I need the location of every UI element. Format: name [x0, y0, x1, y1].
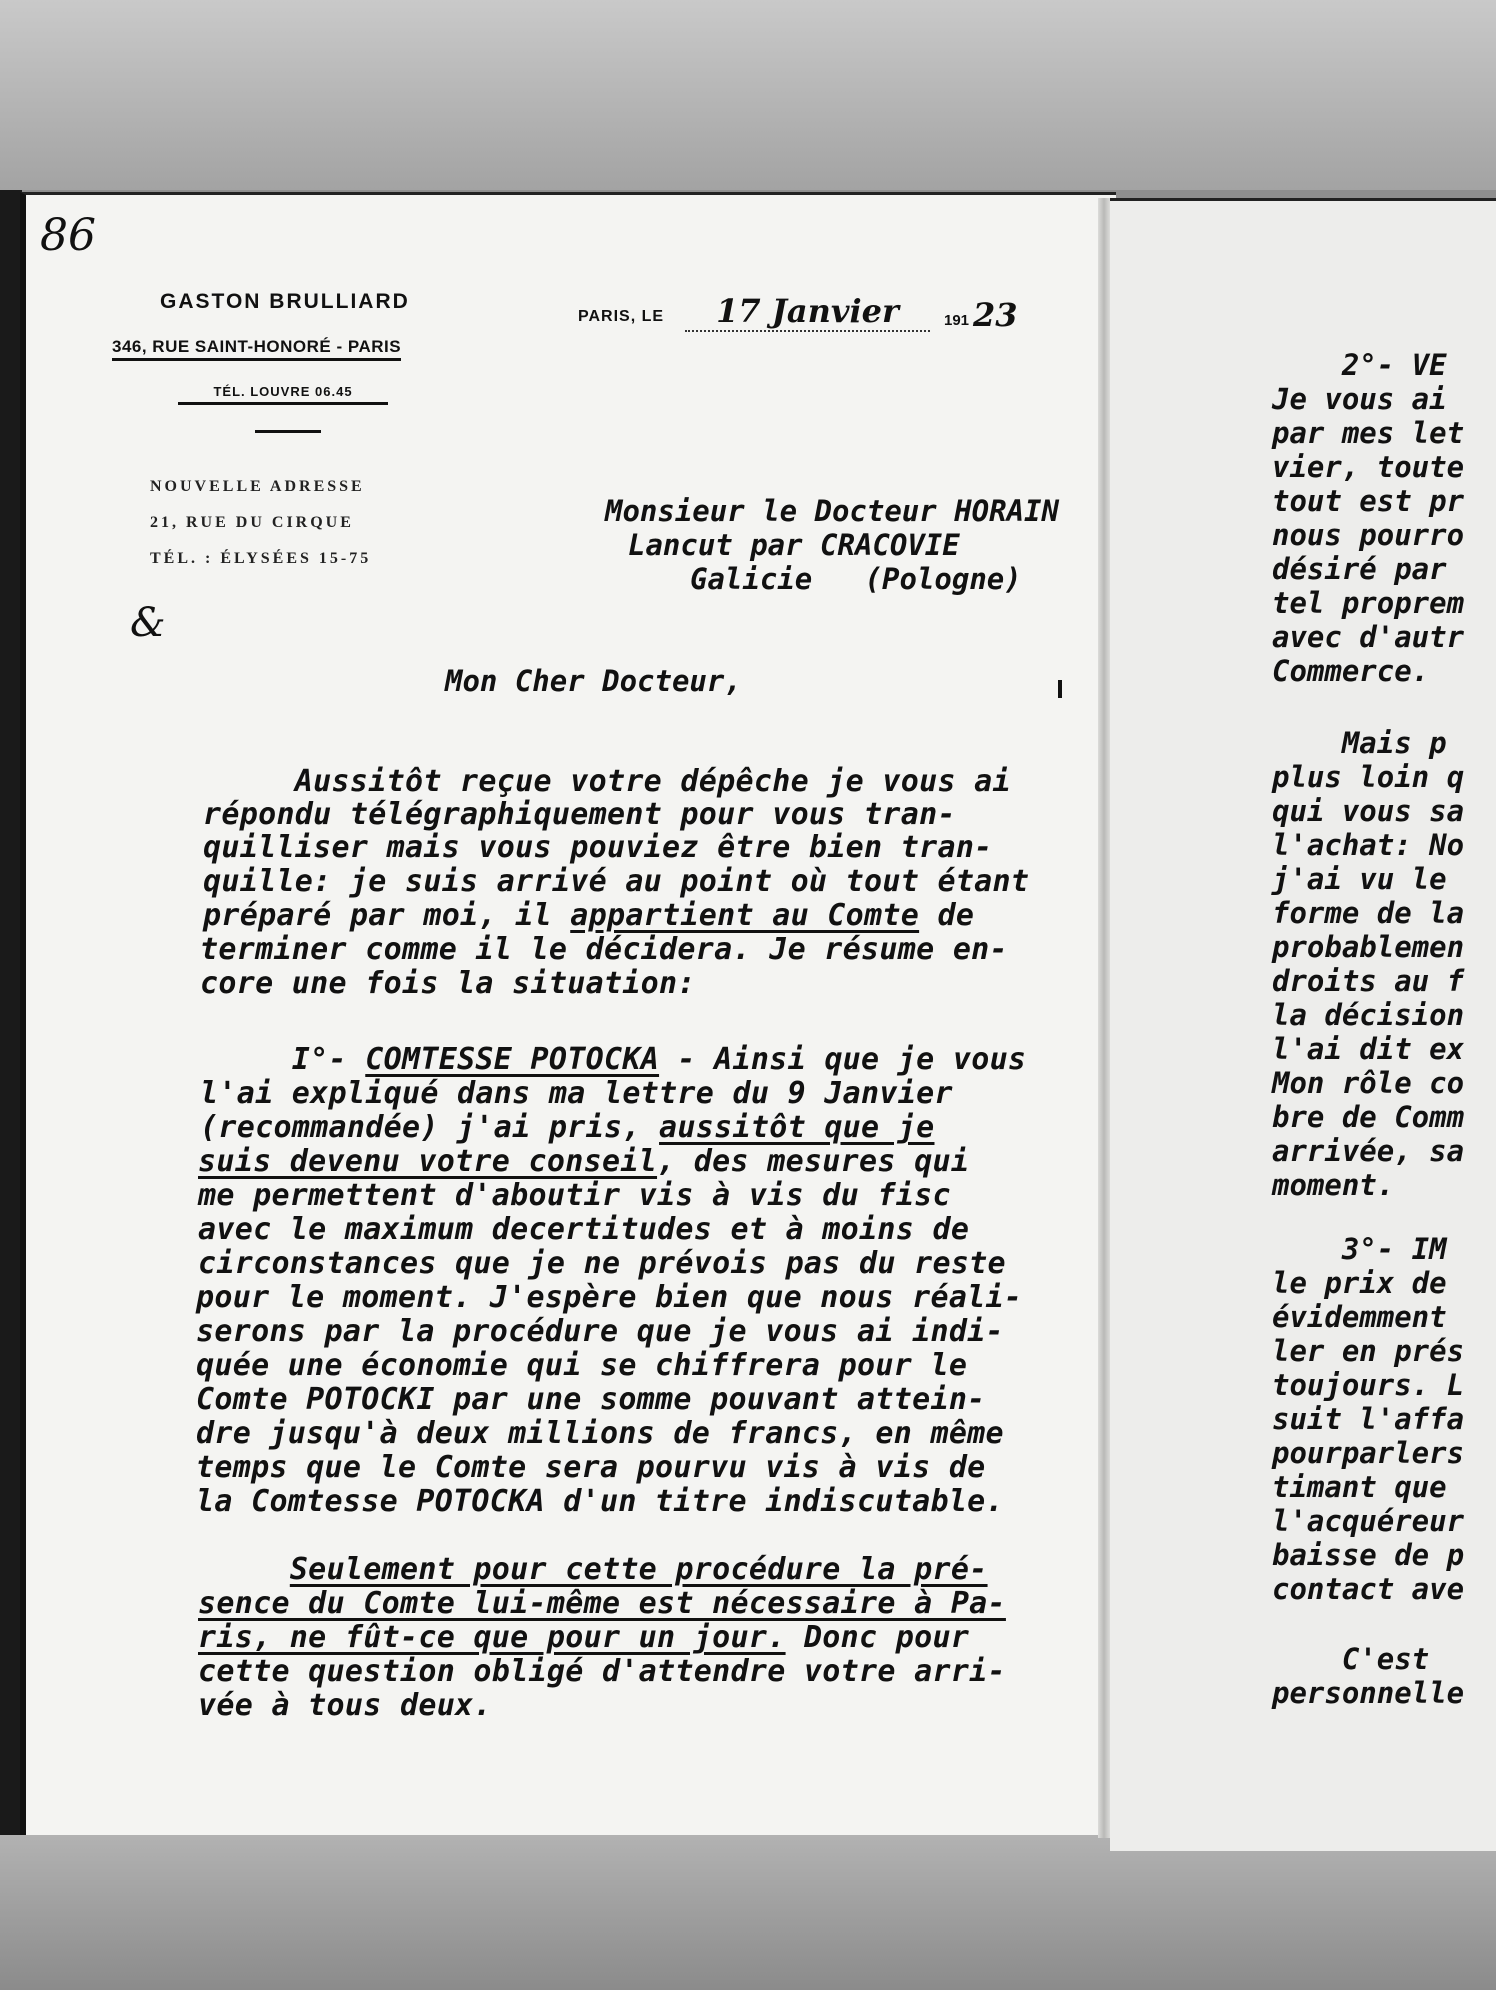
- second-page-line: tout est pr: [1272, 484, 1465, 518]
- body-line: Comte POTOCKI par une somme pouvant attein-: [196, 1382, 986, 1417]
- folio-number: 86: [40, 210, 96, 261]
- body-line: avec le maximum decertitudes et à moins de: [198, 1212, 970, 1247]
- body-line: cette question obligé d'attendre votre arri-: [198, 1654, 1006, 1689]
- scan-backdrop-bottom: [0, 1835, 1496, 1990]
- second-page-line: le prix de: [1272, 1266, 1447, 1300]
- second-page-line: la décision: [1272, 998, 1465, 1032]
- body-line: la Comtesse POTOCKA d'un titre indiscutable.: [196, 1484, 1004, 1519]
- second-page-line: 3°- IM: [1272, 1232, 1447, 1266]
- body-line: Seulement pour cette procédure la pré-: [289, 1552, 988, 1587]
- body-line: I°- COMTESSE POTOCKA - Ainsi que je vous: [200, 1042, 1027, 1077]
- body-line: me permettent d'aboutir vis à vis du fisc: [198, 1178, 951, 1213]
- body-line: quille: je suis arrivé au point où tout étant: [203, 864, 1030, 899]
- second-page-line: par mes let: [1272, 416, 1465, 450]
- second-page-line: suit l'affa: [1272, 1402, 1465, 1436]
- second-page-line: j'ai vu le: [1272, 862, 1447, 896]
- second-page-line: avec d'autr: [1272, 620, 1465, 654]
- body-line: core une fois la situation:: [200, 966, 696, 1001]
- second-page-line: désiré par: [1272, 552, 1447, 586]
- second-page-line: Je vous ai: [1272, 382, 1447, 416]
- new-address-street: 21, RUE DU CIRQUE: [150, 514, 354, 531]
- scan-backdrop-left: [0, 190, 22, 1835]
- second-page-line: probablemen: [1272, 930, 1465, 964]
- body-line: sence du Comte lui-même est nécessaire à Pa-: [198, 1586, 1006, 1621]
- second-page-line: toujours. L: [1272, 1368, 1465, 1402]
- salutation: Mon Cher Docteur,: [445, 664, 742, 698]
- body-line: répondu télégraphiquement pour vous tran-: [203, 797, 956, 832]
- second-page-line: 2°- VE: [1272, 348, 1447, 382]
- second-page-line: Mon rôle co: [1272, 1066, 1465, 1100]
- body-line: vée à tous deux.: [198, 1688, 492, 1723]
- letterhead-rule: [255, 430, 321, 433]
- second-page-line: moment.: [1272, 1168, 1395, 1202]
- second-page-line: plus loin q: [1272, 760, 1465, 794]
- second-page-line: arrivée, sa: [1272, 1134, 1465, 1168]
- body-line: ris, ne fût-ce que pour un jour. Donc pour: [198, 1620, 970, 1655]
- second-page-line: personnelle: [1272, 1676, 1465, 1710]
- second-page-line: évidemment: [1272, 1300, 1447, 1334]
- body-line: terminer comme il le décidera. Je résume en-: [200, 932, 1008, 967]
- recipient-line: Monsieur le Docteur HORAIN: [605, 494, 1059, 528]
- second-page-line: qui vous sa: [1272, 794, 1465, 828]
- second-page-line: nous pourro: [1272, 518, 1465, 552]
- letterhead-street: 346, RUE SAINT-HONORÉ - PARIS: [112, 337, 401, 361]
- body-line: quée une économie qui se chiffrera pour le: [196, 1348, 968, 1383]
- margin-mark: &: [130, 600, 166, 646]
- date-prefix: PARIS, LE: [578, 308, 665, 325]
- second-page-line: vier, toute: [1272, 450, 1465, 484]
- letterhead-name: GASTON BRULLIARD: [160, 290, 410, 313]
- body-line: pour le moment. J'espère bien que nous réali-: [196, 1280, 1023, 1315]
- second-page-line: tel proprem: [1272, 586, 1465, 620]
- body-line: temps que le Comte sera pourvu vis à vis de: [196, 1450, 986, 1485]
- recipient-line: Lancut par CRACOVIE: [628, 528, 960, 562]
- body-line: circonstances que je ne prévois pas du reste: [198, 1246, 1006, 1281]
- second-page-line: baisse de p: [1272, 1538, 1465, 1572]
- ink-mark: [1058, 680, 1062, 698]
- second-page-line: pourparlers: [1272, 1436, 1465, 1470]
- body-line: préparé par moi, il appartient au Comte de: [203, 898, 975, 933]
- second-page-line: Commerce.: [1272, 654, 1430, 688]
- second-page-line: contact ave: [1272, 1572, 1465, 1606]
- new-address-phone: TÉL. : ÉLYSÉES 15-75: [150, 550, 372, 567]
- date-value: 17 Janvier: [685, 292, 930, 332]
- recipient-line: Galicie (Pologne): [690, 562, 1022, 596]
- second-page-line: forme de la: [1272, 896, 1465, 930]
- second-page-line: droits au f: [1272, 964, 1465, 998]
- second-page-line: bre de Comm: [1272, 1100, 1465, 1134]
- second-page-line: l'acquéreur: [1272, 1504, 1465, 1538]
- body-line: quilliser mais vous pouviez être bien tran-: [203, 830, 993, 865]
- body-line: Aussitôt reçue votre dépêche je vous ai: [203, 764, 1011, 799]
- page-fold: [1098, 198, 1110, 1838]
- second-page-line: l'achat: No: [1272, 828, 1465, 862]
- date-year-print: 191: [944, 312, 970, 329]
- body-line: (recommandée) j'ai pris, aussitôt que je: [200, 1110, 935, 1145]
- body-line: serons par la procédure que je vous ai indi-: [196, 1314, 1004, 1349]
- scan-backdrop-top: [0, 0, 1496, 190]
- second-page-line: C'est: [1272, 1642, 1430, 1676]
- second-page-line: l'ai dit ex: [1272, 1032, 1465, 1066]
- body-line: l'ai expliqué dans ma lettre du 9 Janvier: [200, 1076, 953, 1111]
- second-page-line: Mais p: [1272, 726, 1447, 760]
- date-year-written: 23: [973, 296, 1018, 334]
- second-page-line: timant que: [1272, 1470, 1447, 1504]
- second-page-line: ler en prés: [1272, 1334, 1465, 1368]
- body-line: suis devenu votre conseil, des mesures qui: [198, 1144, 970, 1179]
- new-address-title: NOUVELLE ADRESSE: [150, 478, 365, 495]
- letterhead-phone: TÉL. LOUVRE 06.45: [178, 384, 388, 405]
- body-line: dre jusqu'à deux millions de francs, en même: [196, 1416, 1004, 1451]
